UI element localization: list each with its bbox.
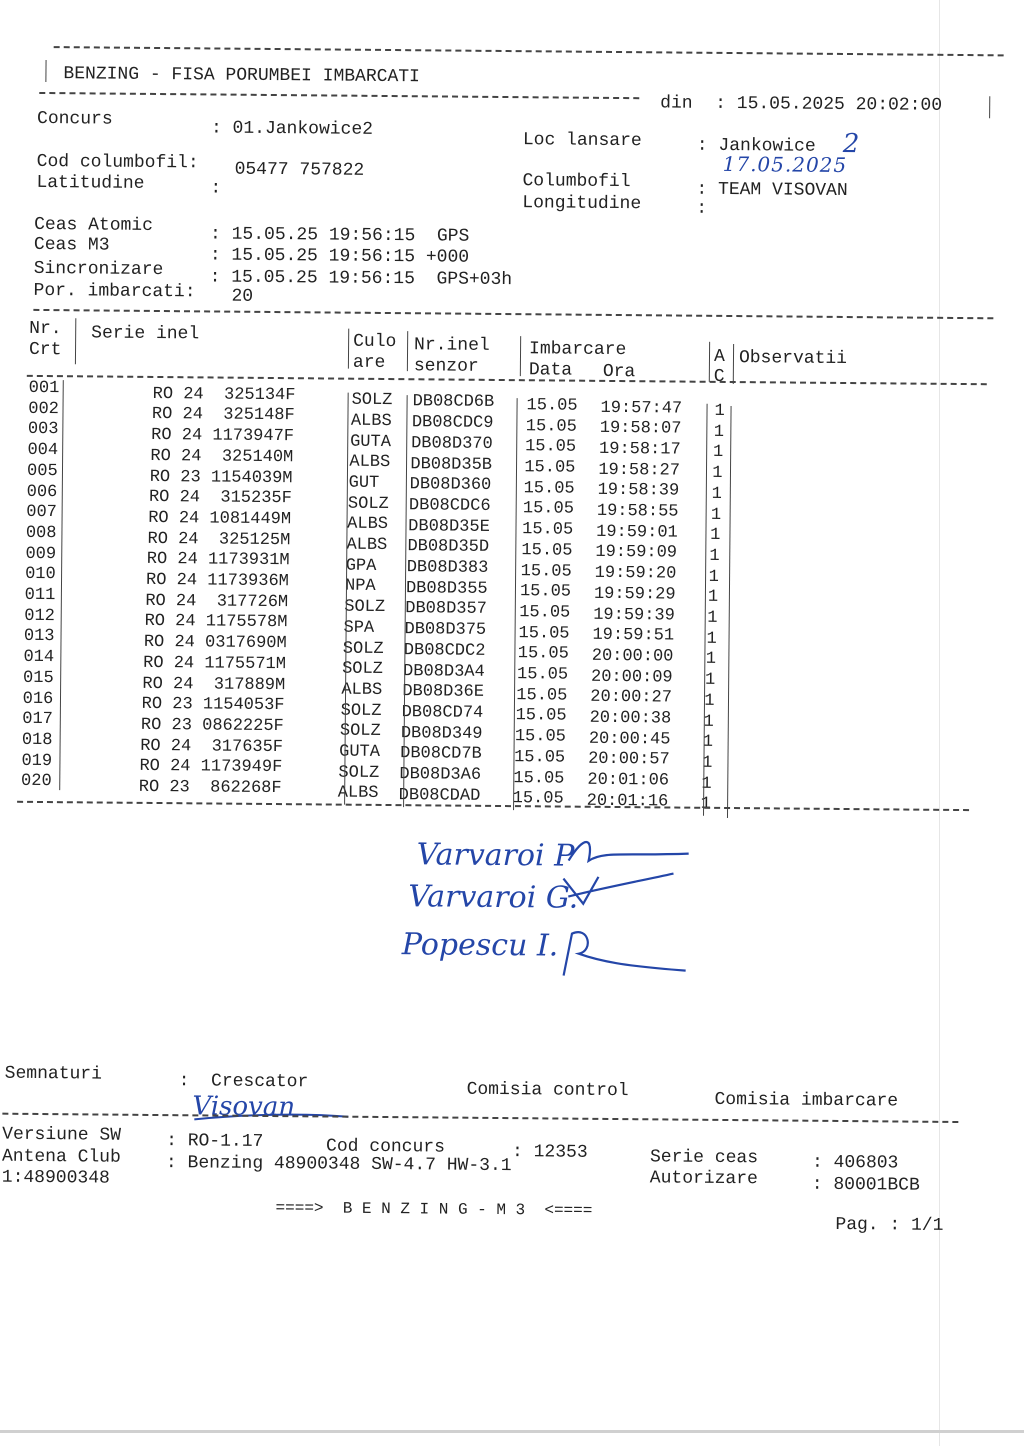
row-culoare: SPA [343, 618, 375, 638]
row-culoare: NPA [344, 577, 376, 597]
col-culoare-header-1: Culo [353, 331, 397, 353]
row-ora: 19:58:55 [596, 501, 679, 522]
versiune-sw-label: Versiune SW [2, 1124, 122, 1146]
row-senzor: DB08CDC2 [403, 641, 486, 661]
row-ora: 20:00:00 [591, 646, 674, 667]
col-divider [520, 336, 521, 376]
signature-scribble [558, 869, 678, 910]
row-serie-inel: RO 23 0862225F [140, 715, 284, 737]
row-nr: 019 [21, 751, 53, 771]
row-culoare: SOLZ [344, 597, 386, 618]
row-ac: 1 [707, 588, 719, 608]
table-bottom-rule [17, 801, 969, 811]
row-ora: 19:59:39 [593, 605, 675, 626]
row-ora: 20:00:57 [588, 750, 670, 770]
row-serie-inel: RO 24 325148F [151, 405, 295, 426]
row-ac: 1 [705, 650, 717, 670]
row-senzor: DB08D35B [410, 454, 493, 475]
row-ora: 19:59:51 [592, 626, 675, 646]
autorizare-value: : 80001BCB [811, 1174, 920, 1196]
row-data: 15.05 [521, 541, 573, 561]
col-divider [709, 342, 710, 382]
row-serie-inel: RO 23 1154053F [141, 695, 285, 716]
row-ac: 1 [709, 546, 720, 566]
signature-popescu-i: Popescu I. [401, 927, 559, 964]
row-serie-inel: RO 23 862268F [138, 777, 282, 799]
row-ac: 1 [703, 712, 714, 732]
row-nr: 014 [23, 647, 55, 668]
cod-concurs-label: Cod concurs [326, 1136, 446, 1158]
antena-club-id: 1:48900348 [1, 1167, 110, 1189]
row-senzor: DB08D3A4 [403, 661, 485, 682]
row-culoare: SOLZ [342, 659, 383, 680]
crescator-signature: Visovan [192, 1091, 296, 1123]
row-ac: 1 [704, 670, 716, 691]
antena-club-value: : Benzing 48900348 SW-4.7 HW-3.1 [165, 1153, 512, 1177]
header-mid-rule [39, 92, 639, 99]
row-senzor: DB08D35E [408, 516, 490, 537]
col-divider [727, 406, 732, 818]
col-divider [733, 344, 734, 384]
row-serie-inel: RO 24 1173936M [145, 570, 289, 592]
row-culoare: ALBS [346, 535, 388, 556]
row-culoare: ALBS [347, 514, 389, 535]
row-data: 15.05 [518, 623, 570, 644]
cod-columbofil-label: Cod columbofil: [36, 151, 199, 174]
header-right-bar [989, 96, 990, 118]
row-senzor: DB08D383 [406, 558, 489, 578]
row-data: 15.05 [519, 582, 572, 602]
row-culoare: SOLZ [340, 701, 382, 721]
row-ac: 1 [700, 795, 711, 815]
row-ac: 1 [706, 629, 717, 649]
row-nr: 018 [21, 730, 53, 750]
header-top-rule [54, 46, 1004, 56]
row-senzor: DB08CDAD [398, 785, 481, 806]
ceas-atomic-label: Ceas Atomic [34, 214, 154, 236]
col-culoare-header-2: are [352, 352, 386, 373]
row-ac: 1 [712, 464, 723, 484]
col-a-header: A [713, 346, 725, 367]
row-nr: 016 [22, 689, 54, 709]
row-nr: 011 [24, 585, 56, 606]
row-serie-inel: RO 24 317635F [140, 736, 284, 757]
porumbei-imbarcati-label: Por. imbarcati: [33, 280, 196, 303]
row-nr: 012 [24, 606, 55, 626]
row-senzor: DB08D375 [404, 620, 487, 641]
autorizare-label: Autorizare [649, 1168, 758, 1190]
row-data: 15.05 [523, 478, 575, 499]
row-nr: 003 [27, 420, 59, 440]
row-data: 15.05 [524, 458, 576, 478]
row-ora: 19:59:01 [596, 522, 678, 543]
col-divider [75, 318, 76, 364]
row-nr: 008 [25, 523, 57, 544]
col-nr-header-1: Nr. [29, 318, 62, 340]
row-senzor: DB08CD7B [400, 744, 482, 765]
row-senzor: DB08D370 [411, 434, 493, 454]
row-ora: 20:00:27 [590, 688, 673, 708]
latitudine-value: : [210, 178, 222, 199]
col-senzor-header-2: senzor [413, 356, 479, 377]
row-data: 15.05 [514, 727, 566, 747]
row-data: 15.05 [520, 561, 572, 582]
header-left-bar [45, 60, 46, 82]
row-ac: 1 [702, 753, 713, 773]
row-data: 15.05 [514, 747, 566, 768]
row-ac: 1 [702, 733, 714, 753]
col-divider [59, 380, 64, 790]
row-ora: 19:59:09 [595, 543, 678, 564]
row-ora: 20:01:16 [586, 791, 669, 812]
longitudine-label: Longitudine [522, 193, 642, 215]
row-ac: 1 [711, 484, 722, 504]
sheet-title: BENZING - FISA PORUMBEI IMBARCATI [63, 64, 420, 88]
row-ac: 1 [710, 505, 722, 525]
row-ora: 19:58:27 [598, 460, 681, 481]
row-serie-inel: RO 24 315235F [148, 488, 292, 509]
row-serie-inel: RO 23 1154039M [149, 467, 293, 488]
latitudine-label: Latitudine [36, 172, 145, 194]
row-nr: 006 [26, 482, 58, 502]
ceas-m3-value: : 15.05.25 19:56:15 +000 [209, 245, 470, 268]
row-nr: 015 [22, 668, 54, 688]
row-ac: 1 [704, 691, 715, 711]
row-culoare: GUTA [350, 432, 392, 452]
loc-handwritten-date: 17.05.2025 [722, 151, 848, 178]
row-data: 15.05 [513, 768, 565, 789]
page-number: Pag. : 1/1 [835, 1214, 944, 1236]
row-culoare: SOLZ [342, 639, 384, 659]
row-senzor: DB08D357 [405, 599, 487, 620]
signature-varvaroi-g: Varvaroi G. [408, 879, 579, 916]
col-data-header: Data [528, 360, 573, 381]
row-serie-inel: RO 24 325140M [150, 446, 294, 467]
row-ora: 19:57:47 [600, 398, 683, 419]
row-senzor: DB08D3A6 [399, 765, 482, 785]
row-data: 15.05 [516, 665, 569, 685]
row-senzor: DB08CD74 [401, 703, 484, 723]
row-nr: 020 [20, 772, 52, 792]
col-ora-header: Ora [602, 361, 636, 383]
col-c-header: C [713, 366, 725, 387]
row-ac: 1 [714, 401, 725, 422]
row-culoare: GPA [345, 556, 377, 576]
row-ora: 20:00:45 [588, 729, 671, 750]
row-ac: 1 [701, 774, 712, 794]
col-serie-header: Serie inel [91, 323, 200, 345]
row-culoare: ALBS [349, 452, 391, 473]
col-imbarcare-header: Imbarcare [528, 339, 627, 361]
row-senzor: DB08D36E [402, 682, 485, 703]
row-data: 15.05 [526, 396, 578, 416]
row-nr: 001 [28, 378, 60, 399]
versiune-sw-value: : RO-1.17 [166, 1131, 264, 1152]
loc-lansare-label: Loc lansare [522, 130, 642, 152]
ceas-m3-label: Ceas M3 [33, 234, 110, 256]
row-culoare: GUTA [339, 742, 381, 762]
row-nr: 004 [27, 440, 59, 461]
row-ac: 1 [708, 567, 719, 587]
table-top-rule [33, 309, 993, 319]
row-culoare: SOLZ [338, 763, 380, 783]
row-culoare: SOLZ [351, 390, 393, 411]
row-ora: 19:58:17 [598, 439, 681, 460]
row-ora: 20:01:06 [587, 770, 670, 791]
row-nr: 005 [27, 461, 58, 481]
row-culoare: ALBS [337, 783, 379, 804]
row-ora: 19:58:39 [597, 481, 680, 501]
row-senzor: DB08CDC9 [411, 413, 494, 434]
concurs-label: Concurs [36, 108, 113, 130]
serie-ceas-value: : 406803 [811, 1152, 899, 1174]
row-serie-inel: RO 24 325134F [152, 384, 296, 405]
row-ora: 19:59:29 [593, 584, 676, 605]
signature-scribble [564, 831, 694, 872]
row-senzor: DB08D35D [407, 537, 490, 558]
row-culoare: GUT [348, 473, 380, 493]
footer-rule [2, 1113, 958, 1123]
row-culoare: SOLZ [339, 721, 381, 742]
cod-columbofil-value: 05477 757822 [234, 159, 365, 181]
cod-concurs-value: : 12353 [511, 1142, 588, 1163]
col-nr-header-2: Crt [28, 339, 62, 361]
benzing-banner: ====> B E N Z I N G - M 3 <==== [275, 1199, 593, 1220]
row-ora: 19:58:07 [599, 419, 682, 439]
col-divider [407, 331, 408, 371]
row-senzor: DB08CDC6 [408, 496, 491, 516]
row-data: 15.05 [522, 499, 575, 520]
row-serie-inel: RO 24 1175578M [144, 612, 288, 633]
loc-handwritten-suffix: 2 [842, 128, 860, 160]
row-data: 15.05 [517, 644, 569, 664]
row-nr: 013 [23, 627, 55, 647]
row-ac: 1 [713, 422, 725, 442]
row-serie-inel: RO 24 317726M [145, 591, 289, 612]
row-serie-inel: RO 24 317889M [142, 674, 286, 695]
row-data: 15.05 [515, 706, 567, 727]
din-label: din [660, 93, 693, 114]
row-ac: 1 [707, 608, 718, 628]
row-culoare: ALBS [350, 411, 392, 431]
columbofil-value: : TEAM VISOVAN [696, 179, 848, 202]
col-divider [348, 329, 349, 369]
row-senzor: DB08D349 [400, 723, 483, 744]
comisia-imbarcare-label: Comisia imbarcare [714, 1089, 899, 1112]
row-serie-inel: RO 24 1175571M [143, 653, 287, 674]
porumbei-imbarcati-value: 20 [231, 286, 254, 307]
sincronizare-label: Sincronizare [33, 258, 164, 281]
row-nr: 010 [25, 565, 56, 585]
row-nr: 007 [26, 503, 57, 523]
col-observatii-header: Observatii [738, 348, 848, 370]
antena-club-label: Antena Club [1, 1146, 121, 1168]
loc-lansare-value: : Jankowice [696, 135, 816, 157]
comisia-control-label: Comisia control [466, 1079, 629, 1102]
row-ac: 1 [712, 443, 724, 463]
sincronizare-value: : 15.05.25 19:56:15 GPS+03h [209, 267, 513, 291]
concurs-value: : 01.Jankowice2 [210, 118, 374, 140]
row-ora: 19:59:20 [594, 563, 677, 584]
row-data: 15.05 [522, 520, 574, 540]
row-nr: 017 [22, 710, 53, 730]
crescator-label: : Crescator [178, 1071, 309, 1093]
signature-scribble [554, 925, 694, 981]
row-data: 15.05 [525, 416, 577, 437]
row-culoare: SOLZ [347, 494, 389, 514]
row-culoare: ALBS [341, 680, 383, 700]
columbofil-label: Columbofil [522, 171, 631, 193]
din-value: : 15.05.2025 20:02:00 [715, 93, 943, 116]
row-ora: 20:00:09 [590, 667, 673, 688]
row-serie-inel: RO 24 1173931M [146, 550, 290, 571]
row-serie-inel: RO 24 0317690M [143, 633, 287, 654]
row-senzor: DB08D360 [409, 475, 492, 496]
row-nr: 002 [28, 399, 59, 419]
row-data: 15.05 [516, 685, 568, 706]
ceas-atomic-value: : 15.05.25 19:56:15 GPS [209, 224, 470, 247]
col-senzor-header-1: Nr.inel [414, 335, 490, 356]
longitudine-value: : [696, 198, 708, 219]
row-nr: 009 [25, 544, 57, 564]
serie-ceas-label: Serie ceas [649, 1147, 759, 1169]
row-data: 15.05 [519, 603, 571, 623]
row-data: 15.05 [525, 437, 577, 457]
row-serie-inel: RO 24 1173949F [139, 757, 283, 778]
row-data: 15.05 [512, 789, 564, 809]
row-ac: 1 [710, 526, 721, 546]
semnaturi-label: Semnaturi [4, 1063, 103, 1085]
row-senzor: DB08D355 [405, 578, 488, 599]
row-serie-inel: RO 24 1173947F [151, 426, 295, 447]
row-ora: 20:00:38 [589, 708, 672, 729]
row-serie-inel: RO 24 325125M [147, 529, 291, 550]
row-senzor: DB08CD6B [412, 392, 495, 413]
table-header-rule [27, 375, 987, 385]
row-serie-inel: RO 24 1081449M [148, 508, 292, 530]
signature-varvaroi-p: Varvaroi P [416, 837, 575, 874]
